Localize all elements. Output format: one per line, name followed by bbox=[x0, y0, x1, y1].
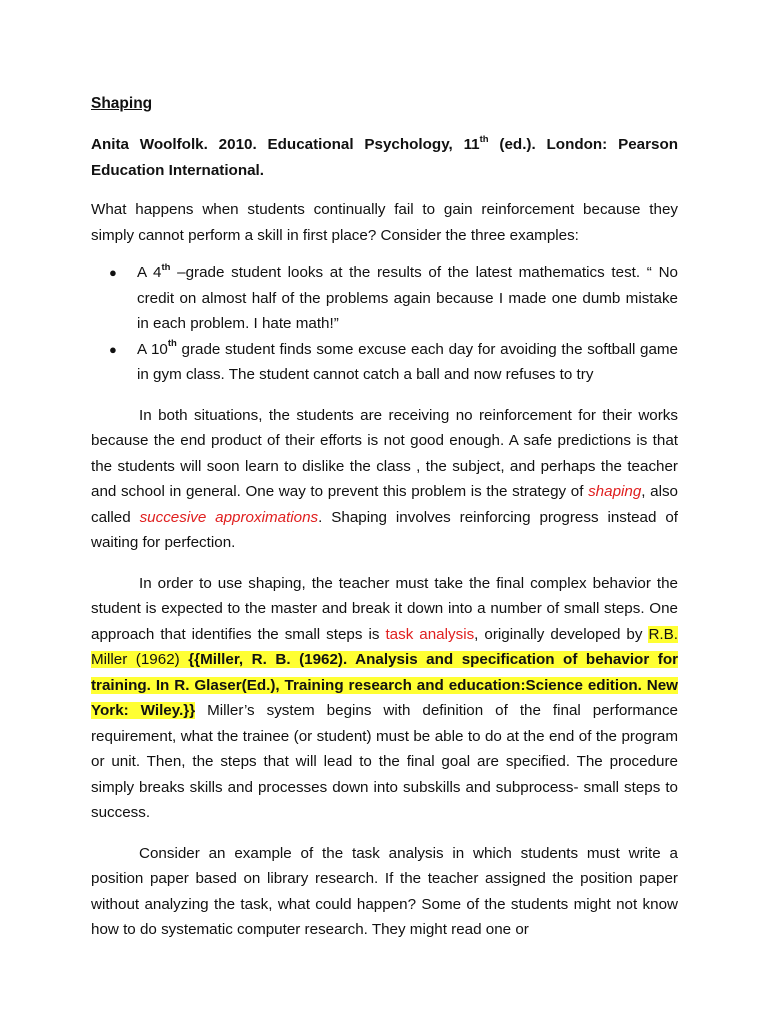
bullet-text: A 4 bbox=[137, 264, 162, 281]
bullet-text-end: –grade student looks at the results of the latest mathematics test. “ No credit on almost half of the problems again because I made one dumb mistake in each problem. I hate math!” bbox=[137, 264, 678, 332]
bullet-icon: ● bbox=[109, 341, 117, 357]
intro-paragraph: What happens when students continually fail to gain reinforcement because they simply cannot perform a skill in first place? Consider the three examples: bbox=[91, 201, 678, 244]
citation-text-end: (ed.). London: Pearson Education International. bbox=[91, 136, 679, 179]
term-task-analysis: task analysis bbox=[385, 625, 475, 643]
page-title: Shaping bbox=[91, 95, 153, 112]
examples-list bbox=[91, 260, 678, 388]
paragraph-text: Miller’s system begins with definition of the final performance requirement, what the trainee (or student) must be able to do at the end of the program or unit. Then, the steps that will lead to the final goal are specified. The procedure simply breaks skills and processes down into subskills and subprocess- small steps to success. bbox=[91, 702, 678, 821]
paragraph-text: In order to use shaping, the teacher must take the final complex behavior the student is expected to the master and break it down into a number of small steps. One approach that identifies the small steps is bbox=[91, 574, 678, 643]
paragraph-task-analysis bbox=[91, 571, 678, 826]
citation-sup: th bbox=[479, 133, 489, 145]
paragraph-example: Consider an example of the task analysis in which students must write a position paper based on library research. If the teacher assigned the position paper without analyzing the task, what could happen? Some of the students might not know how to do systematic computer research. They might read one or bbox=[91, 844, 678, 938]
term-shaping: shaping bbox=[588, 483, 642, 500]
list-item bbox=[109, 260, 678, 337]
citation bbox=[91, 132, 678, 183]
bullet-text-end: grade student finds some excuse each day for avoiding the softball game in gym class. The student cannot catch a ball and now refuses to try bbox=[137, 340, 678, 383]
paragraph-text: , also called bbox=[91, 483, 678, 526]
term-successive-approximations: succesive approximations bbox=[139, 508, 319, 526]
highlighted-reference: {{Miller, R. B. (1962). Analysis and specification of behavior for training. In R. Glaser(Ed.), Training research and education:Science edition. New York: Wiley.}} bbox=[91, 651, 679, 719]
bullet-icon: ● bbox=[109, 265, 117, 280]
paragraph-text: . Shaping involves reinforcing progress instead of waiting for perfection. bbox=[91, 508, 678, 551]
bullet-sup: th bbox=[161, 261, 171, 273]
paragraph-shaping bbox=[91, 403, 678, 556]
list-item bbox=[109, 337, 678, 388]
paragraph-text: In both situations, the students are receiving no reinforcement for their works because the end product of their efforts is not good enough. A safe predictions is that the students will soon learn to dislike the class , the subject, and perhaps the teacher and school in general. One way to prevent this problem is the strategy of bbox=[91, 406, 678, 500]
bullet-text: A 10 bbox=[137, 340, 168, 358]
citation-text: Anita Woolfolk. 2010. Educational Psychology, 11 bbox=[91, 136, 480, 153]
paragraph-text: , originally developed by bbox=[474, 625, 649, 643]
highlighted-author: R.B. Miller (1962) bbox=[91, 625, 679, 668]
bullet-sup: th bbox=[167, 338, 177, 350]
